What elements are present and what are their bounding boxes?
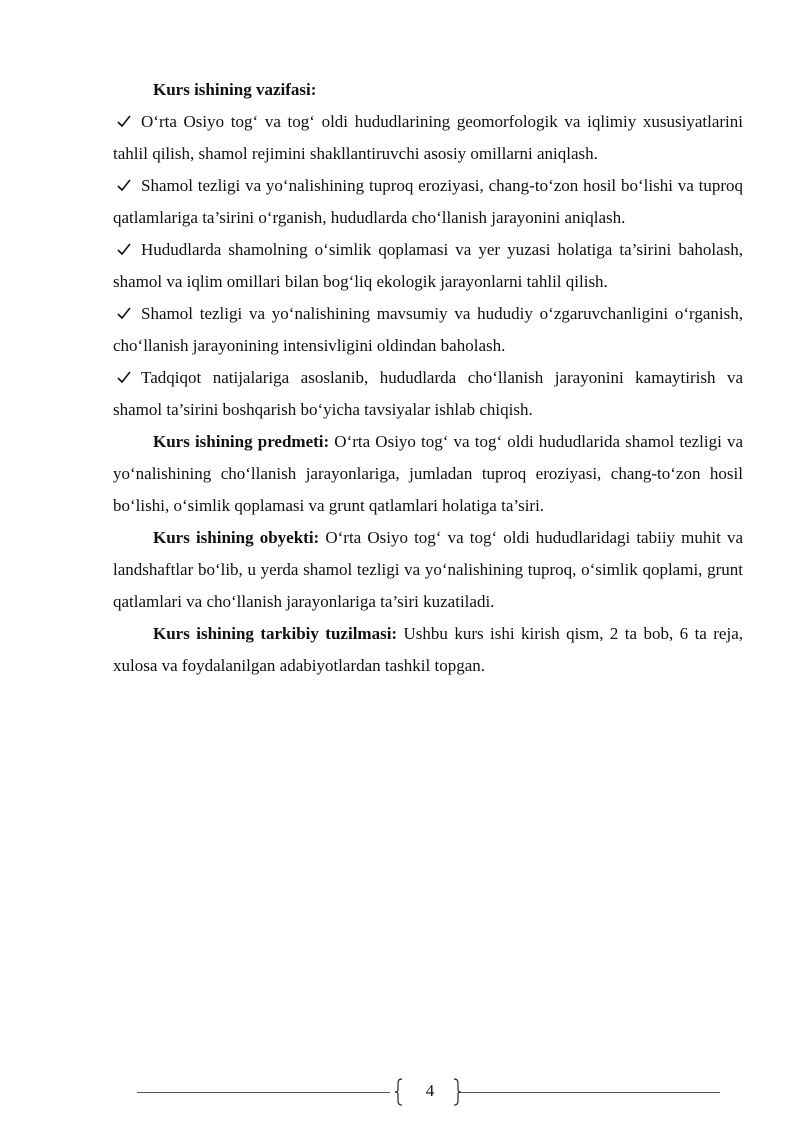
- subject-paragraph: [113, 426, 743, 522]
- task-item: [113, 362, 743, 426]
- object-label: Kurs ishining obyekti:: [153, 528, 320, 547]
- task-item-text: Tadqiqot natijalariga asoslanib, hududlarda cho‘llanish jarayonini kamaytirish va shamol ta’sirini boshqarish bo‘yicha tavsiyalar ishlab chiqish.: [113, 368, 743, 419]
- tasks-heading: Kurs ishining vazifasi:: [153, 80, 317, 99]
- check-mark-icon: [117, 170, 141, 202]
- footer-divider-right: [460, 1092, 720, 1093]
- page-content: [113, 74, 743, 682]
- task-item-text: O‘rta Osiyo tog‘ va tog‘ oldi hududlarining geomorfologik va iqlimiy xususiyatlarini tahlil qilish, shamol rejimini shakllantiruvchi asosiy omillarni aniqlash.: [113, 112, 743, 163]
- check-mark-icon: [117, 234, 141, 266]
- task-item: [113, 234, 743, 298]
- structure-label: Kurs ishining tarkibiy tuzilmasi:: [153, 624, 398, 643]
- check-mark-icon: [117, 106, 141, 138]
- object-text: O‘rta Osiyo tog‘ va tog‘ oldi hududlaridagi tabiiy muhit va landshaftlar bo‘lib, u yerda shamol tezligi va yo‘nalishining tuproq, o‘simlik qoplami, grunt qatlamlari va cho‘llanish jarayonlariga ta’siri kuzatiladi.: [113, 528, 743, 611]
- task-item-text: Hududlarda shamolning o‘simlik qoplamasi va yer yuzasi holatiga ta’sirini baholash, shamol va iqlim omillari bilan bog‘liq ekologik jarayonlarni tahlil qilish.: [113, 240, 743, 291]
- task-item-text: Shamol tezligi va yo‘nalishining tuproq eroziyasi, chang-to‘zon hosil bo‘lishi va tuproq qatlamlariga ta’sirini o‘rganish, hududlarda cho‘llanish jarayonini aniqlash.: [113, 176, 743, 227]
- footer-divider-left: [137, 1092, 390, 1093]
- page-number: 4: [425, 1081, 435, 1100]
- check-mark-icon: [117, 298, 141, 330]
- check-mark-icon: [117, 362, 141, 394]
- right-brace-icon: [452, 1078, 462, 1111]
- subject-text: O‘rta Osiyo tog‘ va tog‘ oldi hududlarida shamol tezligi va yo‘nalishining cho‘llanish jarayonlariga, jumladan tuproq eroziyasi, chang-to‘zon hosil bo‘lishi, o‘simlik qoplamasi va grunt qatlamlari holatiga ta’siri.: [113, 432, 744, 515]
- structure-text: Ushbu kurs ishi kirish qism, 2 ta bob, 6 ta reja, xulosa va foydalanilgan adabiyotlardan tashkil topgan.: [113, 624, 744, 675]
- task-item: [113, 298, 743, 362]
- task-item: [113, 106, 743, 170]
- task-item-text: Shamol tezligi va yo‘nalishining mavsumiy va hududiy o‘zgaruvchanligini o‘rganish, cho‘llanish jarayonining intensivligini oldindan baholash.: [113, 304, 743, 355]
- object-paragraph: [113, 522, 743, 618]
- structure-paragraph: [113, 618, 743, 682]
- subject-label: Kurs ishining predmeti:: [153, 432, 330, 451]
- page-footer: [0, 1074, 800, 1114]
- task-item: [113, 170, 743, 234]
